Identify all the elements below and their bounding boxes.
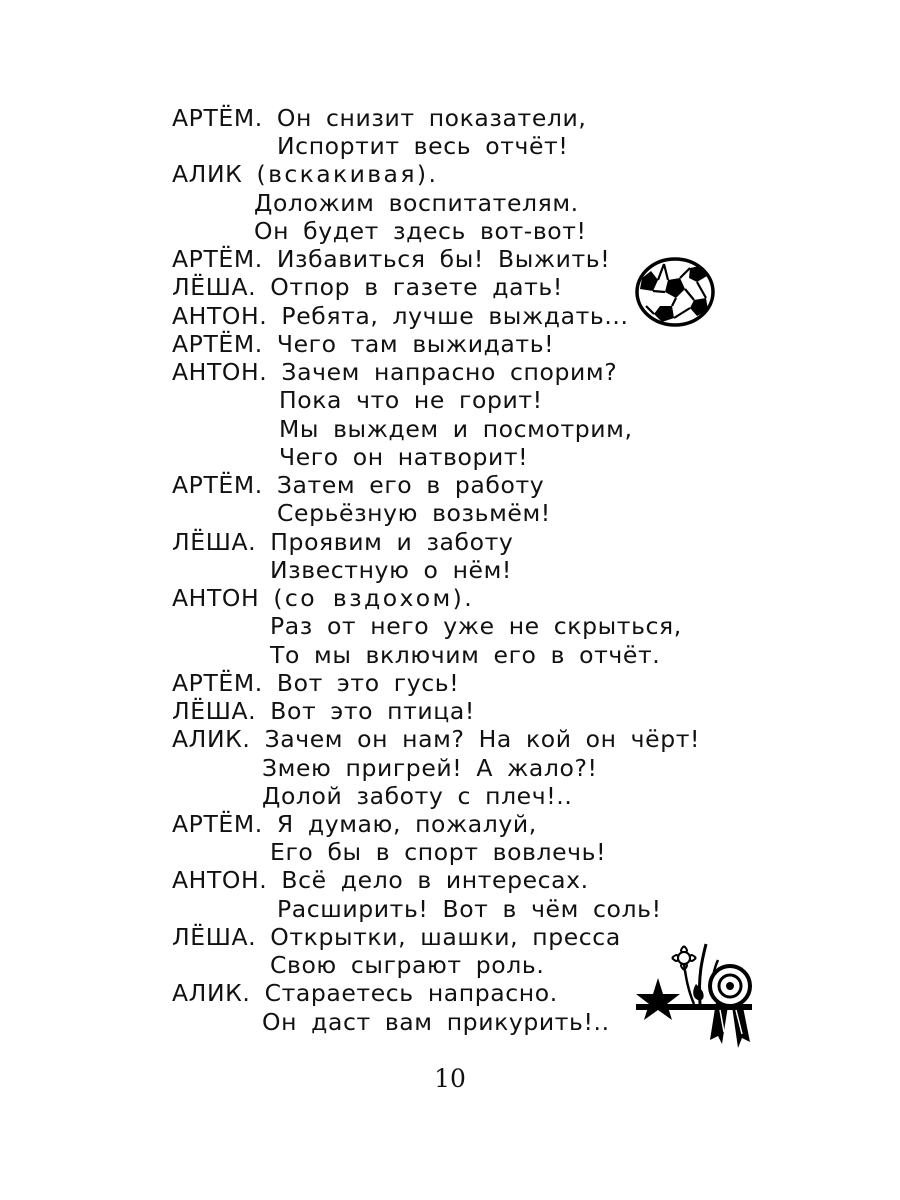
verse-line [172,725,700,753]
speaker-name: ЛЁША. [172,923,257,951]
speaker-name: АРТЁМ. [172,810,263,838]
verse-line [254,189,579,217]
line-text: Затем его в работу [276,471,545,499]
stage-direction: (вскакивая). [256,160,439,188]
page-number: 10 [434,1064,466,1093]
speaker-name: АРТЁМ. [172,104,263,132]
speaker-name: АЛИК. [172,725,251,753]
soccer-ball-icon [634,256,716,328]
line-text: Я думаю, пожалуй, [276,810,537,838]
speaker-name: АНТОН. [172,302,268,330]
speaker-name: ЛЁША. [172,273,257,301]
speaker-name: АЛИК. [172,979,251,1007]
verse-line [172,330,554,358]
line-text: Чего там выжидать! [276,330,555,358]
verse-line [172,358,617,386]
line-text: Долой заботу с плеч!.. [262,782,573,810]
verse-line [277,132,568,160]
verse-line [172,669,459,697]
verse-line [254,217,587,245]
line-text: Испортит весь отчёт! [277,132,569,160]
verse-line [279,386,543,414]
verse-line [262,782,572,810]
speaker-name: АНТОН. [172,358,268,386]
verse-line [172,104,586,132]
verse-line [172,245,610,273]
line-text: Чего он натворит! [279,443,529,471]
verse-line [172,866,589,894]
star-medal-icon [634,940,760,1052]
verse-line [270,641,660,669]
speaker-name: АЛИК [172,160,243,188]
verse-line [172,273,563,301]
verse-line [172,923,621,951]
verse-line [270,556,512,584]
line-text: Зачем он нам? На кой он чёрт! [264,725,701,753]
line-text: Мы выждем и посмотрим, [279,415,633,443]
verse-line [172,302,629,330]
line-text: Вот это птица! [270,697,475,725]
verse-line [270,838,606,866]
speaker-name: АНТОН. [172,866,268,894]
line-text: Доложим воспитателям. [254,189,579,217]
verse-line [279,415,633,443]
line-text: Избавиться бы! Выжить! [276,245,611,273]
line-text: Отпор в газете дать! [270,273,563,301]
stage-direction: (со вздохом). [273,584,475,612]
line-text: Всё дело в интересах. [281,866,589,894]
speaker-name: АРТЁМ. [172,471,263,499]
line-text: Раз от него уже не скрыться, [270,612,682,640]
verse-line [172,697,475,725]
verse-line [172,584,474,612]
line-text: Его бы в спорт вовлечь! [270,838,607,866]
speaker-name: АРТЁМ. [172,245,263,273]
verse-line [277,895,662,923]
line-text: Вот это гусь! [276,669,460,697]
speaker-name: АРТЁМ. [172,669,263,697]
line-text: Он снизит показатели, [276,104,587,132]
verse-line [262,1008,610,1036]
line-text: Серьёзную возьмём! [277,499,551,527]
line-text: Ребята, лучше выждать... [281,302,629,330]
verse-line [270,612,682,640]
line-text: Он будет здесь вот-вот! [254,217,587,245]
verse-line [172,528,513,556]
line-text: Свою сыграют роль. [270,951,545,979]
speaker-name: ЛЁША. [172,697,257,725]
line-text: Змею пригрей! А жало?! [262,754,598,782]
line-text: Известную о нём! [270,556,512,584]
verse-line [277,499,551,527]
speaker-name: АРТЁМ. [172,330,263,358]
speaker-name: АНТОН [172,584,260,612]
verse-line [172,979,558,1007]
verse-line [172,160,438,188]
verse-line [172,810,537,838]
line-text: То мы включим его в отчёт. [270,641,661,669]
line-text: Расширить! Вот в чём соль! [277,895,662,923]
line-text: Он даст вам прикурить!.. [262,1008,610,1036]
verse-line [279,443,528,471]
verse-line [262,754,598,782]
line-text: Проявим и заботу [270,528,514,556]
verse-line [270,951,544,979]
line-text: Стараетесь напрасно. [264,979,558,1007]
speaker-name: ЛЁША. [172,528,257,556]
line-text: Пока что не горит! [279,386,543,414]
line-text: Открытки, шашки, пресса [270,923,621,951]
line-text: Зачем напрасно спорим? [281,358,618,386]
verse-line [172,471,544,499]
